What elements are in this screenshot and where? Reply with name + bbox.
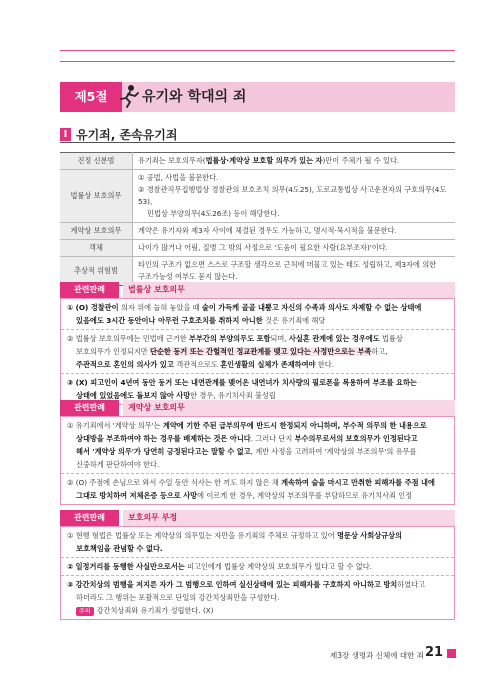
definition-text: )만이 주체가 될 수 있다. <box>322 156 400 165</box>
case-line <box>67 578 448 591</box>
case-text: 부부간의 부양의무도 포함 <box>189 334 271 343</box>
definition-line: 구조가능성 여부도 묻지 않는다. <box>138 272 238 281</box>
case-text: 계약에 기한 주된 급부의무에 반드시 한정되지 아니하며, 부수적 의무의 한 내용으로 <box>162 421 427 430</box>
case-line <box>67 358 448 371</box>
case-line <box>67 489 448 502</box>
definition-value <box>133 240 456 257</box>
case-text: ① (O) 경찰관이 <box>67 303 122 312</box>
section-number: I <box>60 128 71 141</box>
case-line <box>67 458 448 471</box>
definition-key: 법률상 보호의무 <box>60 170 133 223</box>
case-text: 상태에 있었음에도 돌보지 않아 사망 <box>76 391 191 400</box>
case-text: 상대방을 부조하여야 하는 경우를 배제하는 것은 아니다 <box>76 434 251 443</box>
case-text: 있음에도 3시간 동안이나 아무런 구호조치를 취하지 아니한 <box>76 316 266 325</box>
case-text: ② 법률상 보호의무에는 민법에 근거한 <box>67 334 190 343</box>
case-box <box>60 416 455 505</box>
case-text: 명문상 사회상규상의 <box>336 531 402 540</box>
chapter-label: 제5절 <box>74 89 108 104</box>
case-box <box>60 298 455 405</box>
case-text: 것은 유기죄에 해당 <box>265 316 326 325</box>
definition-table <box>60 152 455 286</box>
definition-line: ① 공법, 사법을 불문한다. <box>138 173 219 182</box>
case-text: 계속하여 술을 마시고 만취한 피해자를 주점 내에 <box>281 478 435 487</box>
case-text: 보호의무가 인정되지만 <box>76 347 151 356</box>
definition-text: 유기죄는 보호의무자( <box>138 156 206 165</box>
case-text: 강간치상죄와 유기죄가 성립한다. (X) <box>96 606 214 615</box>
top-accent-line <box>60 50 455 51</box>
case-line <box>67 432 448 445</box>
case-text: 한 경우, 유기치사죄 불성립 <box>190 391 276 400</box>
running-figure-icon <box>116 83 142 109</box>
case-text: 신중하게 판단하여야 한다. <box>76 460 160 469</box>
case-text: 해서 '계약상 의무'가 당연히 긍정된다고는 말할 수 없고 <box>76 447 251 456</box>
definition-row <box>60 170 455 223</box>
case-line <box>67 314 448 327</box>
case-topic: 법률상 보호의무 <box>123 282 455 298</box>
case-line <box>67 591 448 604</box>
definition-text: 나이가 많거나 어림, 질병 그 밖의 사정으로 '도움이 필요한 사람(요부조자)'이다. <box>138 243 388 252</box>
case-text: 피고인에게 법률상 계약상의 보호의무가 있다고 할 수 없다. <box>184 562 372 571</box>
case-text: , 계반 사정을 고려하여 '계약상의 부조의무'의 유무를 <box>250 447 417 456</box>
definition-row <box>60 240 455 257</box>
case-tag: 관련판례 <box>60 400 119 416</box>
case-topic: 계약상 보호의무 <box>123 400 455 416</box>
top-accent-line-2 <box>60 61 455 62</box>
case-text: 단순한 동거 또는 간헐적인 정교관계를 맺고 있다는 사정만으로는 부족 <box>150 347 372 356</box>
case-text: ② 일정거리를 동행한 사실만으로서는 <box>67 562 185 571</box>
definition-key: 객체 <box>60 240 133 257</box>
case-line <box>67 345 448 358</box>
definition-key: 계약상 보호의무 <box>60 223 133 240</box>
case-text: 한다. <box>315 360 334 369</box>
case-tag: 관련판례 <box>60 510 119 526</box>
note-badge: 주의 <box>76 607 94 616</box>
case-text: 사실혼 관계에 있는 경우에도 <box>288 334 380 343</box>
definition-line: 타인의 구조가 없으면 스스로 구조할 생각으로 근처에 머물고 있는 태도 성립하고, 제3자에 의한 <box>138 260 437 269</box>
definition-text: 계약은 유기자와 제3자 사이에 체결된 경우도 가능하고, 명시적·묵시적을 불문한다. <box>138 226 397 235</box>
case-text: 술이 가득케 골골 내뿜고 자신의 수족과 의사도 자제할 수 없는 상태에 <box>201 303 422 312</box>
section-rule <box>60 142 455 143</box>
case-item <box>61 474 454 504</box>
case-item <box>61 527 454 558</box>
case-line <box>67 542 448 555</box>
case-text: 의자 위에 눕혀 놓았을 때 <box>121 303 202 312</box>
footer-chapter-text: 제3장 생명과 신체에 대한 죄 <box>330 651 425 660</box>
page-number: 21 <box>425 645 444 660</box>
definition-value <box>133 223 456 240</box>
case-tag: 관련판례 <box>60 282 119 298</box>
definition-line: ② 경찰관직무집행법상 경찰관의 보호조치 의무(4도25), 도로교통법상 사고운전자의 구호의무(4도53), <box>138 185 447 206</box>
case-line <box>67 604 448 617</box>
section-title: 유기죄, 존속유기죄 <box>76 128 178 142</box>
definition-value <box>133 170 456 223</box>
case-item <box>61 299 454 330</box>
case-item <box>61 558 454 576</box>
definition-key: 추상적 위험범 <box>60 257 133 286</box>
case-text: 객관적으로도 <box>176 360 221 369</box>
case-text: 되며, <box>270 334 289 343</box>
case-item <box>61 417 454 474</box>
definition-row <box>60 223 455 240</box>
case-text: ③ 강간치상의 범행을 저지른 자가 그 범행으로 인하여 실신상태에 있는 피해자를 구호하지 아니하고 방치 <box>67 580 398 589</box>
case-item <box>61 576 454 619</box>
case-line <box>67 332 448 345</box>
page-marker <box>447 649 456 658</box>
case-text: 하고, <box>371 347 388 356</box>
case-text: 보호책임을 관념할 수 없다. <box>76 544 163 553</box>
case-line <box>67 476 448 489</box>
case-text: 부수의무로서의 보호의무가 인정된다고 <box>294 434 418 443</box>
case-text: ① 현행 형법은 법률상 또는 계약상의 의무있는 자만을 유기죄의 주체로 규정하고 있어 <box>67 531 337 540</box>
case-item <box>61 330 454 374</box>
case-topic: 보호의무 부정 <box>123 510 455 526</box>
definition-key: 진정 신분범 <box>60 153 133 170</box>
case-text: 그대로 방치하여 저체온증 등으로 사망 <box>76 491 198 500</box>
definition-line: 민법상 부양의무(4도26조) 등이 해당한다. <box>147 209 280 218</box>
case-line <box>67 419 448 432</box>
chapter-title: 유기와 학대의 죄 <box>142 89 247 105</box>
case-text: ① 유기죄에서 '계약상 의무'는 <box>67 421 163 430</box>
definition-row <box>60 153 455 170</box>
case-text: ② (O) 주점에 손님으로 와서 수일 동안 식사는 한 끼도 하지 않은 채 <box>67 478 282 487</box>
case-text: . 그러나 단지 <box>250 434 295 443</box>
definition-value <box>133 153 456 170</box>
case-text: 하였다고 <box>397 580 426 589</box>
definition-text: 법률상·계약상 보호할 의무가 있는 자 <box>205 156 323 165</box>
case-line <box>67 445 448 458</box>
case-text: 주관적으로 혼인의 의사가 있고 <box>76 360 177 369</box>
case-text: 법률상 <box>379 334 403 343</box>
case-text: ③ (X) 피고인이 4년여 동안 동거 또는 내연관계를 맺어온 내연녀가 치사량의 필로폰을 복용하여 부조를 요하는 <box>67 378 417 387</box>
case-text: 하더라도 그 행위는 포괄적으로 단일의 강간치상죄만을 구성한다. <box>76 593 280 602</box>
case-box <box>60 526 455 620</box>
case-text: 에 이르게 한 경우, 계약상의 부조의무를 부담하므로 유기치사죄 인정 <box>197 491 413 500</box>
case-line <box>67 376 448 389</box>
case-line <box>67 301 448 314</box>
case-line <box>67 529 448 542</box>
case-line <box>67 560 448 573</box>
case-text: 혼인생활의 실체가 존재하여야 <box>220 360 316 369</box>
